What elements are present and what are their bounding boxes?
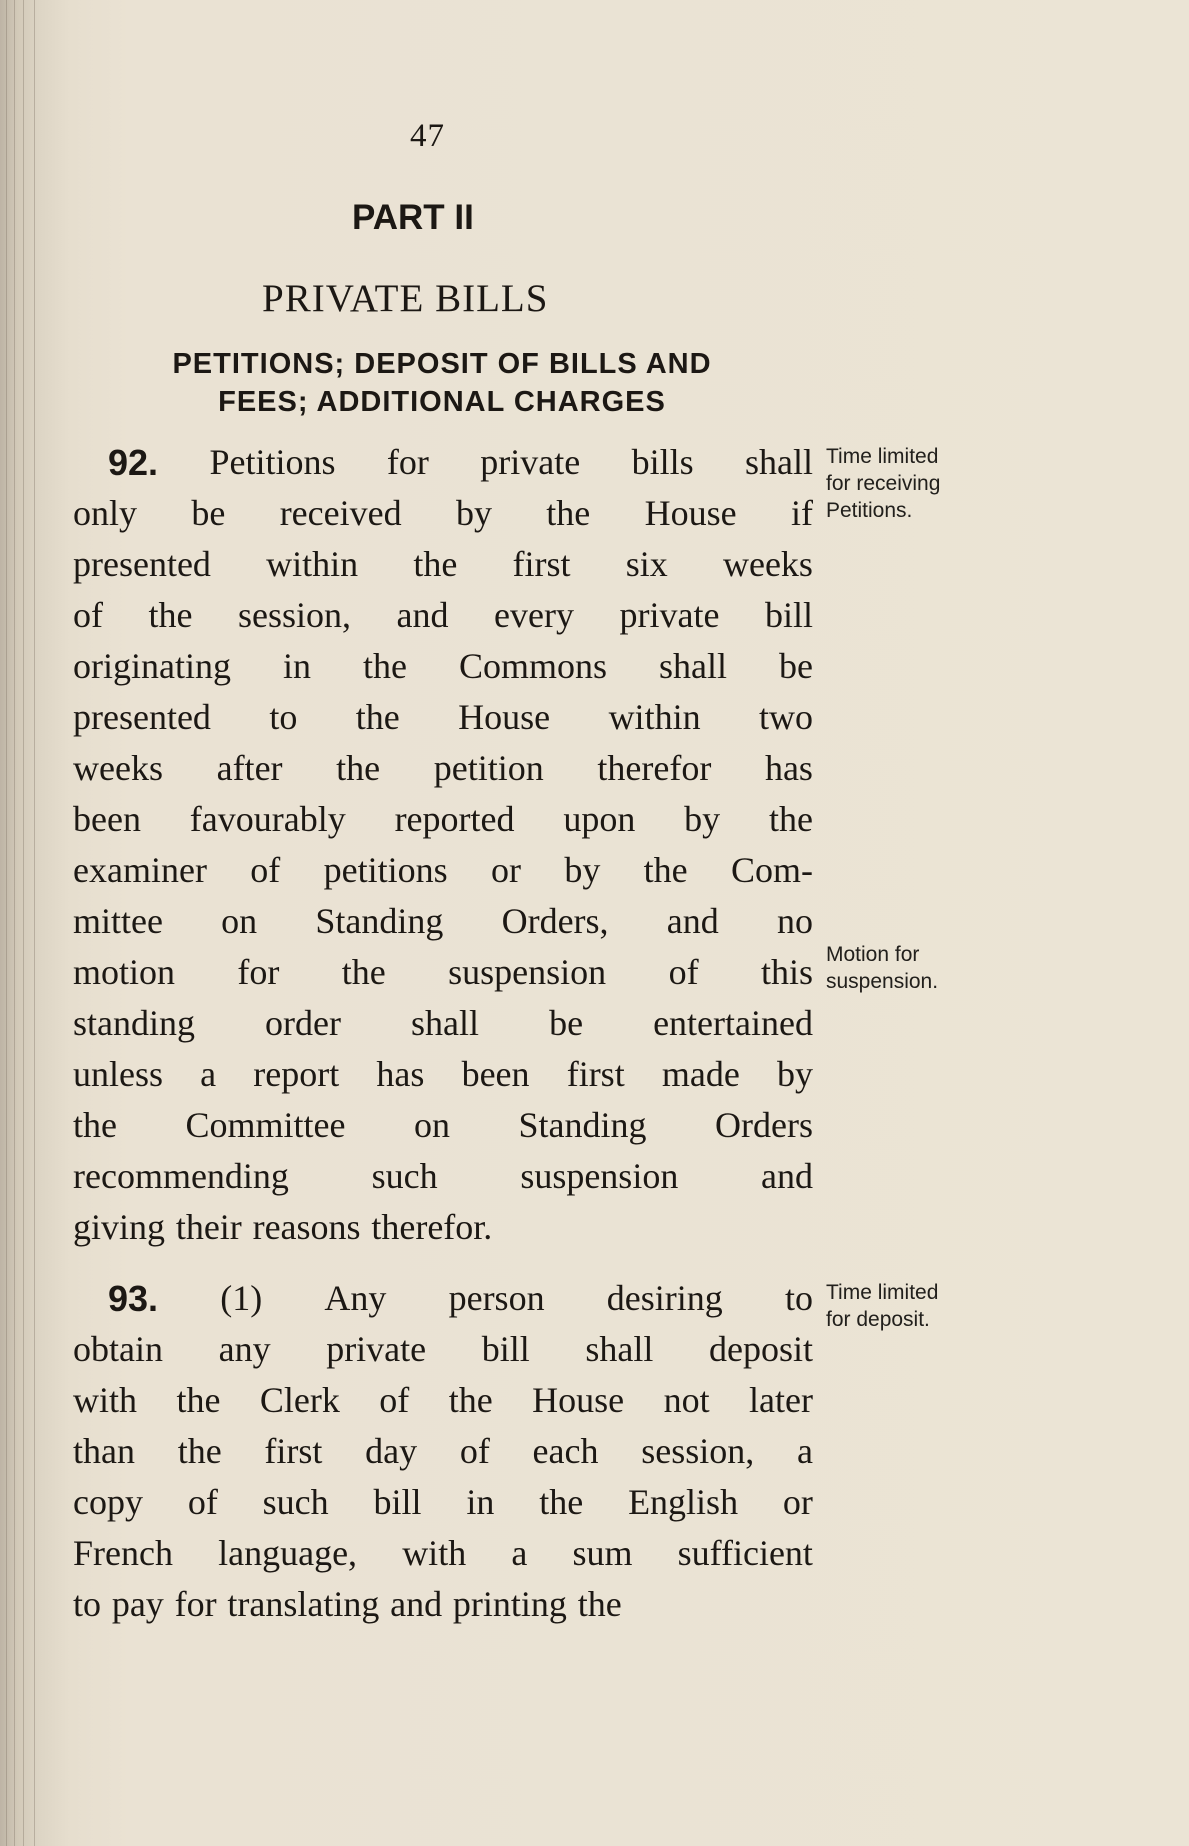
spine-edge-line <box>34 0 35 1846</box>
paragraph-line: presented to the House within two <box>73 697 813 737</box>
paragraph-line: of the session, and every private bill <box>73 595 813 635</box>
margin-note-deposit <box>826 1279 938 1333</box>
paragraph-line: copy of such bill in the English or <box>73 1482 813 1522</box>
paragraph-line: obtain any private bill shall deposit <box>73 1329 813 1369</box>
spine-edge-line <box>14 0 15 1846</box>
sub-heading <box>72 345 812 421</box>
margin-note-line: Motion for <box>826 943 920 966</box>
margin-note-line: Time limited <box>826 1281 939 1304</box>
paragraph-line: 93. (1) Any person desiring to <box>73 1273 813 1324</box>
paragraph-line: examiner of petitions or by the Com- <box>73 850 813 890</box>
paragraph-line: standing order shall be entertained <box>73 1003 813 1043</box>
margin-note-line: for receiving <box>826 472 941 495</box>
margin-note-line: for deposit. <box>826 1308 930 1331</box>
paragraph-line: originating in the Commons shall be <box>73 646 813 686</box>
paragraph-line: than the first day of each session, a <box>73 1431 813 1471</box>
margin-note-line: Petitions. <box>826 499 913 522</box>
paragraph-line: with the Clerk of the House not later <box>73 1380 813 1420</box>
paragraph-line: weeks after the petition therefor has <box>73 748 813 788</box>
part-heading: PART II <box>352 198 474 237</box>
paragraph-line: recommending such suspension and <box>73 1156 813 1196</box>
paragraph-line: motion for the suspension of this <box>73 952 813 992</box>
paragraph-line: mittee on Standing Orders, and no <box>73 901 813 941</box>
paragraph-line: to pay for translating and printing the <box>73 1584 622 1624</box>
sub-heading-line: FEES; ADDITIONAL CHARGES <box>218 386 666 418</box>
margin-note-receiving-petitions <box>826 443 940 524</box>
spine-edge-line <box>6 0 7 1846</box>
paragraph-line: unless a report has been first made by <box>73 1054 813 1094</box>
paragraph-line: French language, with a sum sufficient <box>73 1533 813 1573</box>
paragraph-line: 92. Petitions for private bills shall <box>73 437 813 488</box>
paragraph-line: presented within the first six weeks <box>73 544 813 584</box>
margin-note-line: suspension. <box>826 970 939 993</box>
section-title: PRIVATE BILLS <box>262 277 549 320</box>
paragraph-line: the Committee on Standing Orders <box>73 1105 813 1145</box>
page-number: 47 <box>410 118 445 154</box>
paragraph-93 <box>73 1273 813 1630</box>
paragraph-number: 93. <box>108 1278 159 1319</box>
sub-heading-line: PETITIONS; DEPOSIT OF BILLS AND <box>172 348 712 380</box>
margin-note-suspension <box>826 941 938 995</box>
paragraph-line: giving their reasons therefor. <box>73 1207 493 1247</box>
spine-edge-line <box>23 0 24 1846</box>
paragraph-number: 92. <box>108 442 159 483</box>
margin-note-line: Time limited <box>826 445 939 468</box>
paragraph-line: only be received by the House if <box>73 493 813 533</box>
paragraph-92 <box>73 437 813 1253</box>
paragraph-line: been favourably reported upon by the <box>73 799 813 839</box>
